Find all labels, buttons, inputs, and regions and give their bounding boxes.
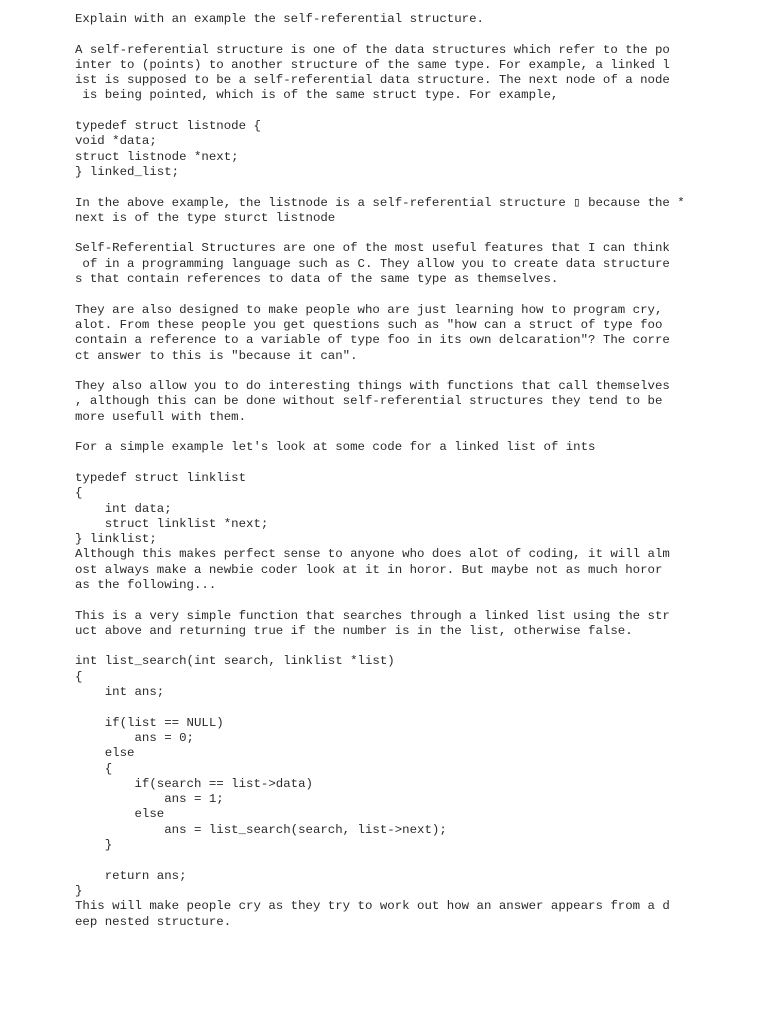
text-line: This will make people cry as they try to work out how an answer appears from a d [75,899,670,914]
text-line: } [75,838,113,853]
text-line: inter to (points) to another structure of the same type. For example, a linked l [75,57,670,72]
text-line: int ans; [75,685,165,700]
text-line: A self-referential structure is one of the data structures which refer to the po [75,42,670,57]
text-line: void *data; [75,134,157,149]
text-line: int data; [75,501,172,516]
text-line: s that contain references to data of the same type as themselves. [75,272,559,287]
blank-line [75,104,735,119]
text-line: Although this makes perfect sense to anyone who does alot of coding, it will alm [75,547,670,562]
text-line: ist is supposed to be a self-referential data structure. The next node of a node [75,73,670,88]
text-line: Explain with an example the self-referential structure. [75,12,484,26]
text-line: } linklist; [75,532,157,547]
text-line: else [75,807,165,822]
text-line: { [75,486,83,501]
text-line: Self-Referential Structures are one of the most useful features that I can think [75,241,670,256]
text-line: } linked_list; [75,164,180,179]
text-line: ans = list_search(search, list->next); [75,822,447,837]
text-line: , although this can be done without self-referential structures they tend to be [75,394,663,409]
blank-line [75,287,735,302]
text-line: if(list == NULL) [75,715,224,730]
text-line: ans = 1; [75,792,224,807]
blank-line [75,425,735,440]
text-line: They also allow you to do interesting things with functions that call themselves [75,379,670,394]
text-line: struct listnode *next; [75,149,239,164]
blank-line [75,853,735,868]
text-line: typedef struct listnode { [75,119,261,134]
text-line: ct answer to this is "because it can". [75,348,358,363]
text-line: typedef struct linklist [75,470,247,485]
text-line: return ans; [75,868,187,883]
text-line: alot. From these people you get questions such as "how can a struct of type foo [75,317,663,332]
text-line: int list_search(int search, linklist *list) [75,654,395,669]
blank-line [75,639,735,654]
text-line: else [75,746,135,761]
text-line: For a simple example let's look at some code for a linked list of ints [75,440,596,455]
text-line: next is of the type sturct listnode [75,210,336,225]
text-line: { [75,669,83,684]
blank-line [75,226,735,241]
text-line: is being pointed, which is of the same struct type. For example, [75,88,559,103]
text-line: eep nested structure. [75,914,232,929]
text-line: contain a reference to a variable of type foo in its own delcaration"? The corre [75,333,670,348]
text-line: of in a programming language such as C. They allow you to create data structure [75,256,670,271]
text-line: { [75,761,113,776]
text-line: ans = 0; [75,730,194,745]
text-line: struct linklist *next; [75,516,269,531]
text-line: if(search == list->data) [75,776,313,791]
text-line: as the following... [75,577,217,592]
blank-line [75,27,735,42]
blank-line [75,180,735,195]
blank-line [75,364,735,379]
blank-line [75,700,735,715]
text-line: In the above example, the listnode is a self-referential structure ▯ because the * [75,195,685,210]
text-line: ost always make a newbie coder look at it in horor. But maybe not as much horor [75,562,663,577]
blank-line [75,456,735,471]
text-line: more usefull with them. [75,409,247,424]
text-line: They are also designed to make people who are just learning how to program cry, [75,302,663,317]
blank-line [75,593,735,608]
text-line: uct above and returning true if the number is in the list, otherwise false. [75,623,633,638]
document-page [75,12,735,930]
text-line: } [75,883,83,898]
text-line: This is a very simple function that searches through a linked list using the str [75,608,670,623]
